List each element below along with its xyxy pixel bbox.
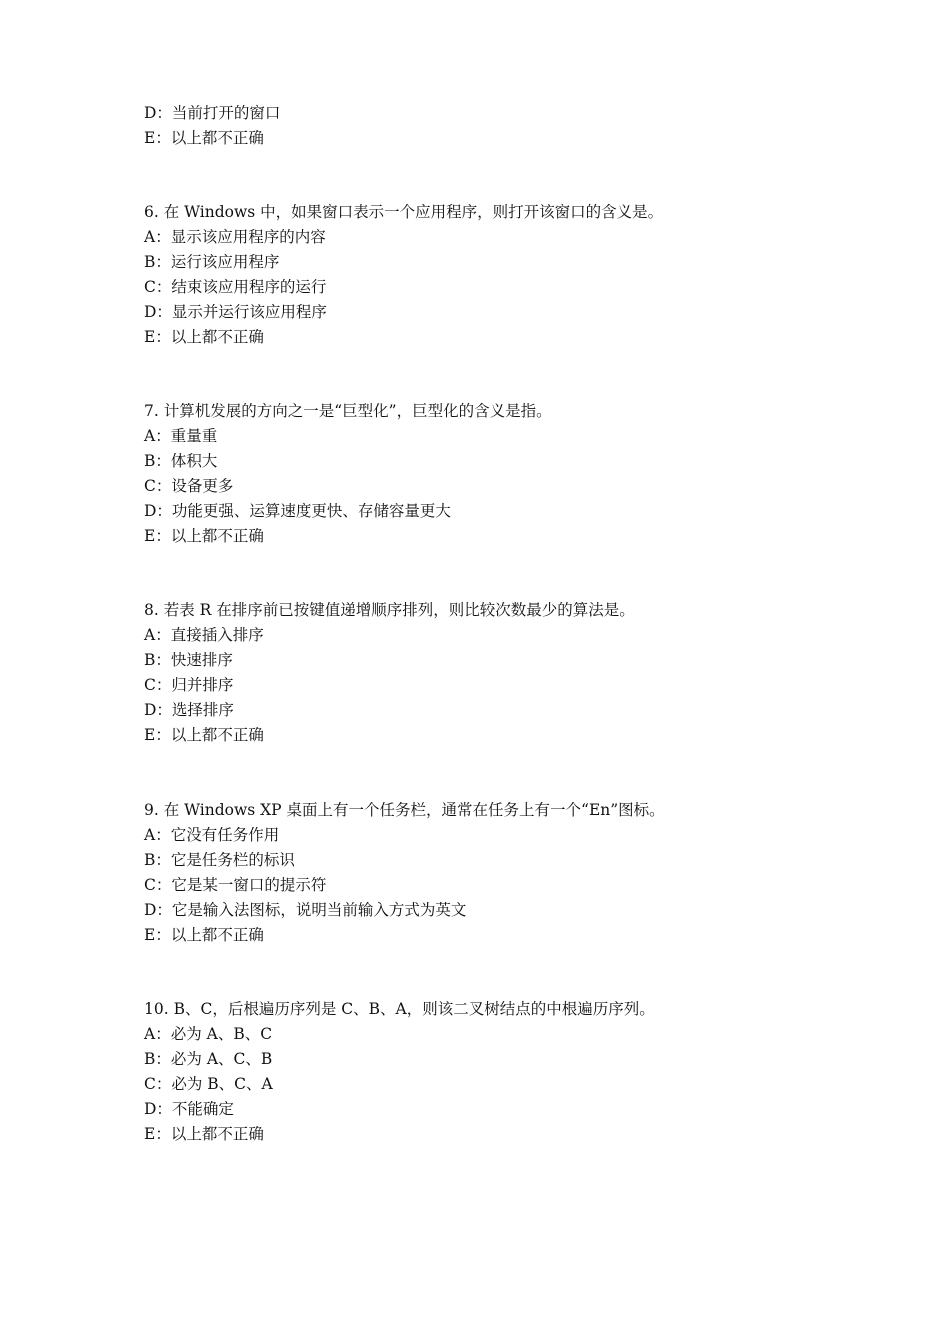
question-8-option-e: E：以上都不正确 xyxy=(144,726,264,744)
question-9-option-c: C：它是某一窗口的提示符 xyxy=(144,876,327,894)
question-7-option-d: D：功能更强、运算速度更快、存储容量更大 xyxy=(144,502,451,520)
question-6-option-c: C：结束该应用程序的运行 xyxy=(144,278,327,296)
question-9-option-a: A：它没有任务作用 xyxy=(144,826,280,844)
question-10-option-b: B：必为 A、C、B xyxy=(144,1050,273,1068)
question-8-option-d: D：选择排序 xyxy=(144,701,234,719)
question-9-option-d: D：它是输入法图标，说明当前输入方式为英文 xyxy=(144,901,467,919)
question-6-option-b: B：运行该应用程序 xyxy=(144,253,280,271)
question-10-option-e: E：以上都不正确 xyxy=(144,1125,264,1143)
question-10-text: 10. B、C，后根遍历序列是 C、B、A，则该二叉树结点的中根遍历序列。 xyxy=(144,1000,655,1018)
question-6-option-e: E：以上都不正确 xyxy=(144,328,264,346)
question-7-option-a: A：重量重 xyxy=(144,427,218,445)
question-10-option-d: D：不能确定 xyxy=(144,1100,234,1118)
question-7-option-c: C：设备更多 xyxy=(144,477,234,495)
question-8-text: 8. 若表 R 在排序前已按键值递增顺序排列，则比较次数最少的算法是。 xyxy=(144,601,635,619)
question-8-option-a: A：直接插入排序 xyxy=(144,626,264,644)
question-10-option-a: A：必为 A、B、C xyxy=(144,1025,273,1043)
question-8-option-b: B：快速排序 xyxy=(144,651,233,669)
question-9-text: 9. 在 Windows XP 桌面上有一个任务栏，通常在任务上有一个“En”图标。 xyxy=(144,801,665,819)
question-6-option-d: D：显示并运行该应用程序 xyxy=(144,303,327,321)
option-e: E：以上都不正确 xyxy=(144,129,264,147)
question-8-option-c: C：归并排序 xyxy=(144,676,234,694)
question-6-text: 6. 在 Windows 中，如果窗口表示一个应用程序，则打开该窗口的含义是。 xyxy=(144,203,664,221)
question-9-option-b: B：它是任务栏的标识 xyxy=(144,851,295,869)
question-6-option-a: A：显示该应用程序的内容 xyxy=(144,228,326,246)
question-9-option-e: E：以上都不正确 xyxy=(144,926,264,944)
question-7-option-e: E：以上都不正确 xyxy=(144,527,264,545)
question-7-option-b: B：体积大 xyxy=(144,452,218,470)
question-7-text: 7. 计算机发展的方向之一是“巨型化”，巨型化的含义是指。 xyxy=(144,402,552,420)
option-d: D：当前打开的窗口 xyxy=(144,104,281,122)
question-10-option-c: C：必为 B、C、A xyxy=(144,1075,273,1093)
